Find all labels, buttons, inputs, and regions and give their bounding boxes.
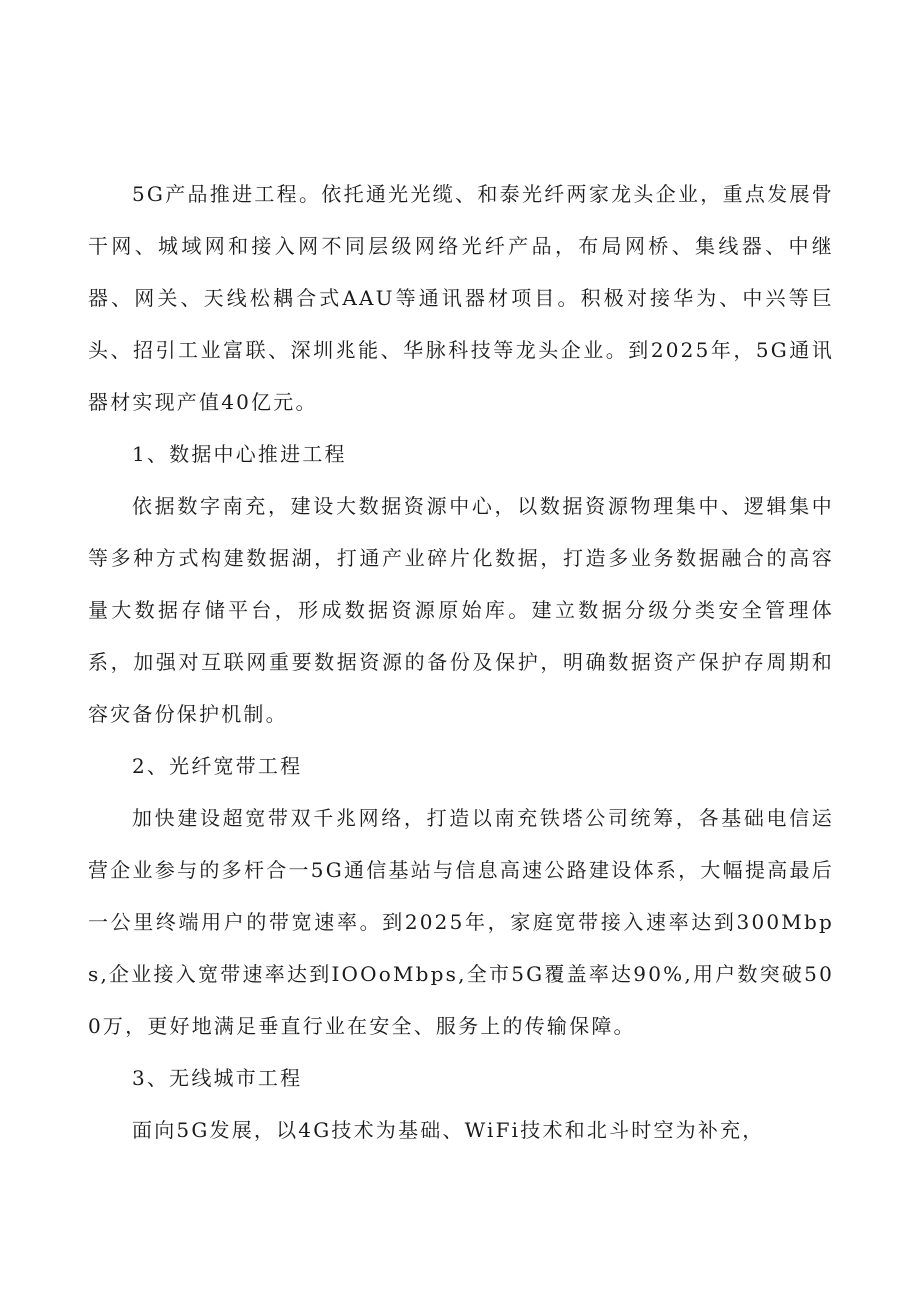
paragraph-wireless-city: 面向5G发展，以4G技术为基础、WiFi技术和北斗时空为补充， (132, 1118, 765, 1142)
paragraph-fiber-broadband: 加快建设超宽带双千兆网络，打造以南充铁塔公司统筹，各基础电信运营企业参与的多杆合一5G通信基站与信息高速公路建设体系，大幅提高最后一公里终端用户的带宽速率。到2025年，家庭宽带接入速率达到300Mbps,企业接入宽带速率达到IOOoMbps,全市5G覆盖率达90%,用户数突破500万，更好地满足垂直行业在安全、服务上的传输保障。 (88, 806, 834, 1038)
heading-wireless-city: 3、无线城市工程 (132, 1066, 303, 1090)
paragraph-data-center: 依据数字南充，建设大数据资源中心，以数据资源物理集中、逻辑集中等多种方式构建数据湖，打通产业碎片化数据，打造多业务数据融合的高容量大数据存储平台，形成数据资源原始库。建立数据分级分类安全管理体系，加强对互联网重要数据资源的备份及保护，明确数据资产保护存周期和容灾备份保护机制。 (88, 494, 834, 726)
paragraph-5g-products: 5G产品推进工程。依托通光光缆、和泰光纤两家龙头企业，重点发展骨干网、城域网和接入网不同层级网络光纤产品，布局网桥、集线器、中继器、网关、天线松耦合式AAU等通讯器材项目。积极对接华为、中兴等巨头、招引工业富联、深圳兆能、华脉科技等龙头企业。到2025年，5G通讯器材实现产值40亿元。 (88, 182, 834, 414)
heading-data-center: 1、数据中心推进工程 (132, 442, 347, 466)
document-body (88, 168, 834, 1156)
heading-fiber-broadband: 2、光纤宽带工程 (132, 754, 303, 778)
